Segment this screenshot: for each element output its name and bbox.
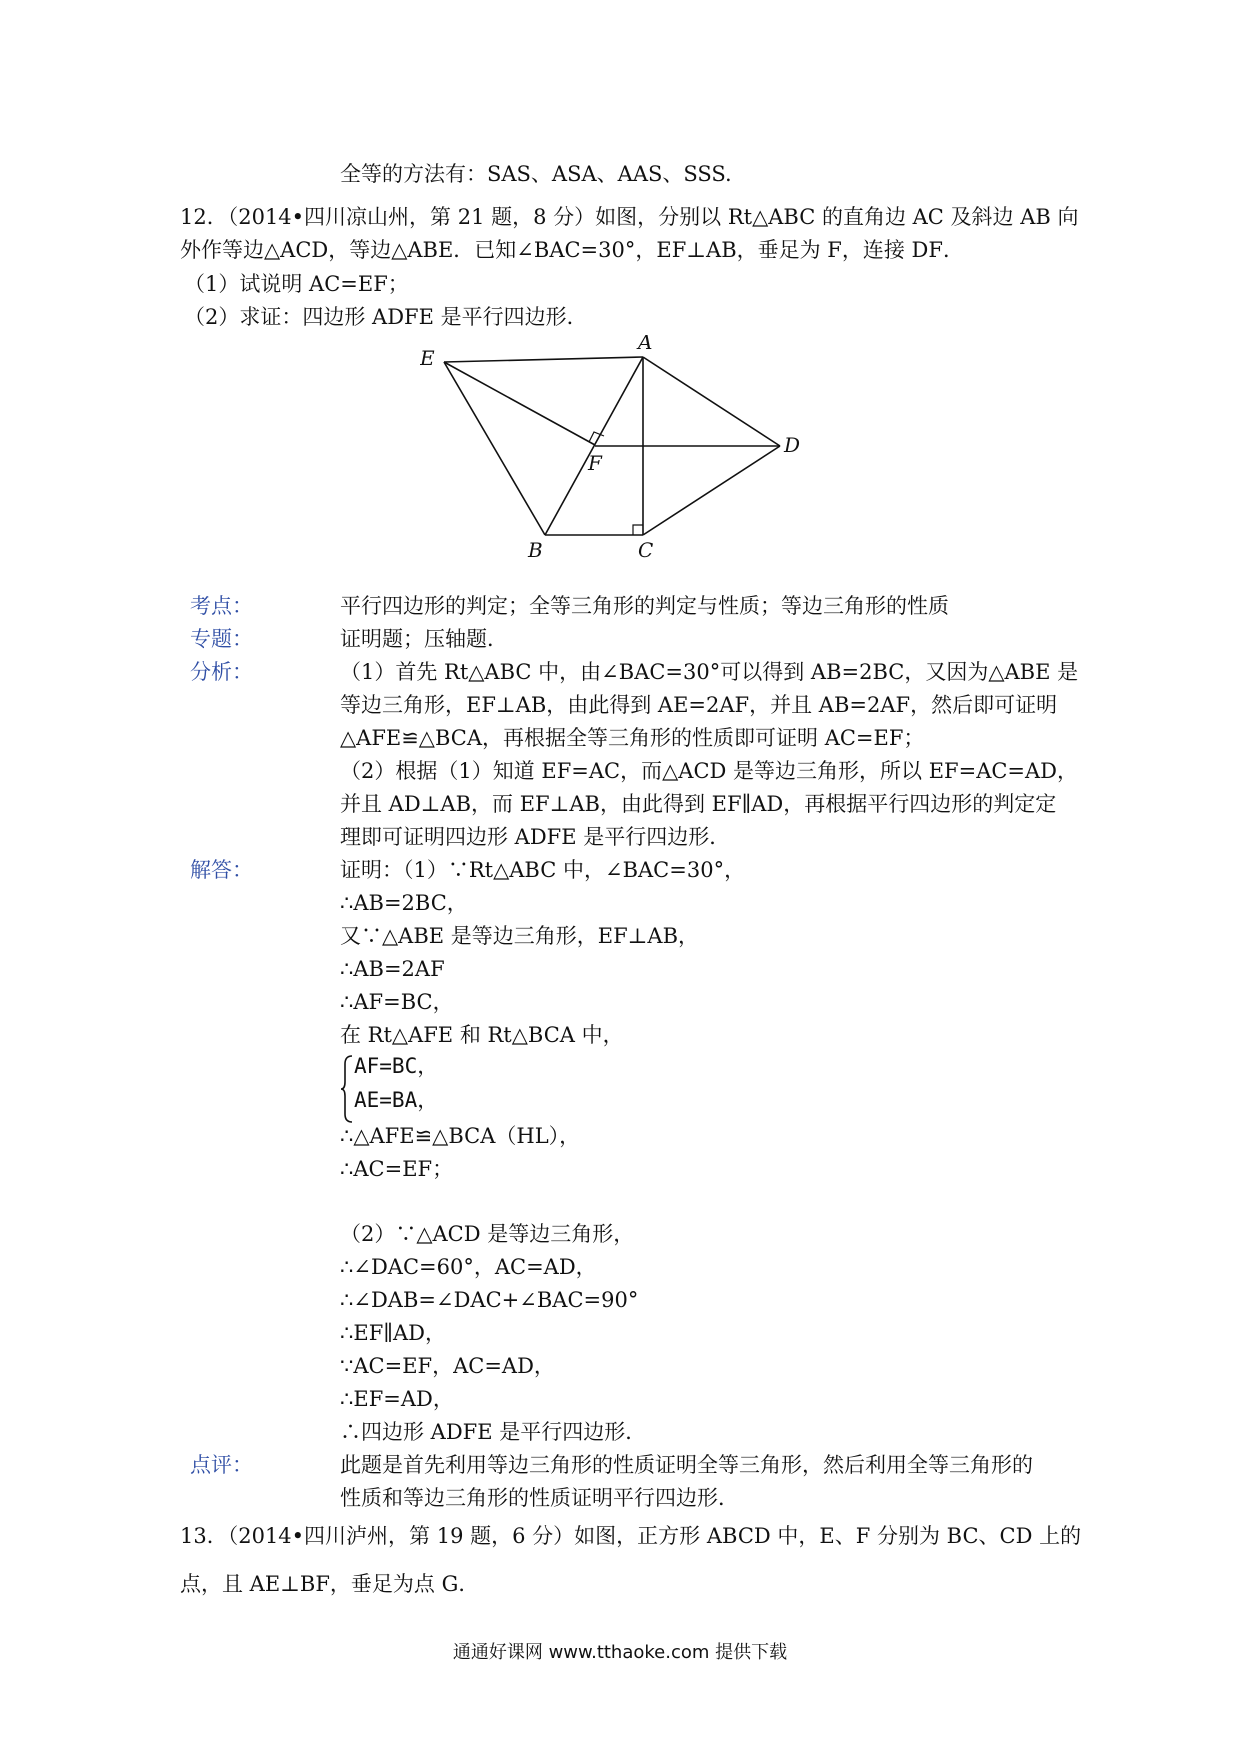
equation-line-1: AF=BC， xyxy=(354,1054,439,1078)
jieda-line: ∵AC=EF，AC=AD， xyxy=(340,1354,555,1378)
jieda-line: 又∵△ABE 是等边三角形，EF⊥AB， xyxy=(340,924,699,948)
jieda-line: ∴∠DAB=∠DAC+∠BAC=90° xyxy=(340,1288,639,1312)
label-B: B xyxy=(528,538,543,562)
zhuanti-text: 证明题；压轴题． xyxy=(340,627,508,651)
jieda-line: （2）∵△ACD 是等边三角形， xyxy=(340,1222,635,1246)
label-kaodian: 考点： xyxy=(190,594,253,618)
label-fenxi: 分析： xyxy=(190,660,253,684)
problem12-line1: 12．（2014•四川凉山州，第 21 题，8 分）如图，分别以 Rt△ABC 的直角边 AC 及斜边 AB 向 xyxy=(180,205,1079,229)
fenxi-line: （1）首先 Rt△ABC 中，由∠BAC=30°可以得到 AB=2BC，又因为△ABE 是 xyxy=(340,660,1079,684)
jieda-line: ∴AB=2AF xyxy=(340,957,445,981)
jieda-line: ∴EF∥AD， xyxy=(340,1321,446,1345)
fenxi-line: 理即可证明四边形 ADFE 是平行四边形． xyxy=(340,825,731,849)
problem12-question1: （1）试说明 AC=EF； xyxy=(184,272,409,296)
label-C: C xyxy=(638,538,654,562)
label-jieda: 解答： xyxy=(190,858,253,882)
equation-line-2: AE=BA， xyxy=(354,1088,439,1112)
jieda-line: ∴四边形 ADFE 是平行四边形． xyxy=(340,1420,647,1444)
problem12-line2: 外作等边△ACD，等边△ABE．已知∠BAC=30°，EF⊥AB，垂足为 F，连接 DF． xyxy=(180,238,964,262)
dianping-line: 性质和等边三角形的性质证明平行四边形． xyxy=(340,1486,739,1510)
jieda-line: ∴∠DAC=60°，AC=AD， xyxy=(340,1255,597,1279)
label-dianping: 点评： xyxy=(190,1453,253,1477)
fenxi-line: （2）根据（1）知道 EF=AC，而△ACD 是等边三角形，所以 EF=AC=AD， xyxy=(340,759,1079,783)
left-brace-icon xyxy=(340,1054,354,1124)
fenxi-line: 并且 AD⊥AB，而 EF⊥AB，由此得到 EF∥AD，再根据平行四边形的判定定 xyxy=(340,792,1057,816)
segment-AD xyxy=(643,357,780,446)
problem13-line1: 13．（2014•四川泸州，第 19 题，6 分）如图，正方形 ABCD 中，E、F 分别为 BC、CD 上的 xyxy=(180,1524,1082,1548)
equation-system xyxy=(340,1052,460,1124)
jieda-line: 证明：（1）∵Rt△ABC 中，∠BAC=30°， xyxy=(340,858,746,882)
label-E: E xyxy=(420,346,435,370)
intro-line: 全等的方法有：SAS、ASA、AAS、SSS. xyxy=(340,162,732,186)
label-D: D xyxy=(784,433,801,457)
fenxi-line: △AFE≌△BCA，再根据全等三角形的性质即可证明 AC=EF； xyxy=(340,726,925,750)
kaodian-text: 平行四边形的判定；全等三角形的判定与性质；等边三角形的性质 xyxy=(340,594,949,618)
jieda-line: ∴AC=EF； xyxy=(340,1157,454,1181)
dianping-line: 此题是首先利用等边三角形的性质证明全等三角形，然后利用全等三角形的 xyxy=(340,1453,1033,1477)
page-footer: 通通好课网 www.tthaoke.com 提供下载 xyxy=(452,1642,788,1663)
jieda-line: ∴AB=2BC， xyxy=(340,891,468,915)
segment-EA xyxy=(444,357,643,362)
right-angle-mark-C xyxy=(633,525,643,535)
label-F: F xyxy=(588,451,602,475)
problem13-line2: 点，且 AE⊥BF，垂足为点 G． xyxy=(180,1572,480,1596)
label-zhuanti: 专题： xyxy=(190,627,253,651)
problem12-question2: （2）求证：四边形 ADFE 是平行四边形． xyxy=(184,305,588,329)
geometry-figure xyxy=(420,335,820,565)
jieda-line: ∴AF=BC， xyxy=(340,990,454,1014)
jieda-line: ∴△AFE≌△BCA（HL）， xyxy=(340,1124,581,1148)
jieda-line: ∴EF=AD， xyxy=(340,1387,454,1411)
segment-EB xyxy=(444,362,545,535)
segment-CD xyxy=(643,446,780,535)
fenxi-line: 等边三角形，EF⊥AB，由此得到 AE=2AF，并且 AB=2AF，然后即可证明 xyxy=(340,693,1058,717)
segment-EF xyxy=(444,362,595,445)
label-A: A xyxy=(638,335,653,354)
jieda-line: 在 Rt△AFE 和 Rt△BCA 中， xyxy=(340,1023,624,1047)
